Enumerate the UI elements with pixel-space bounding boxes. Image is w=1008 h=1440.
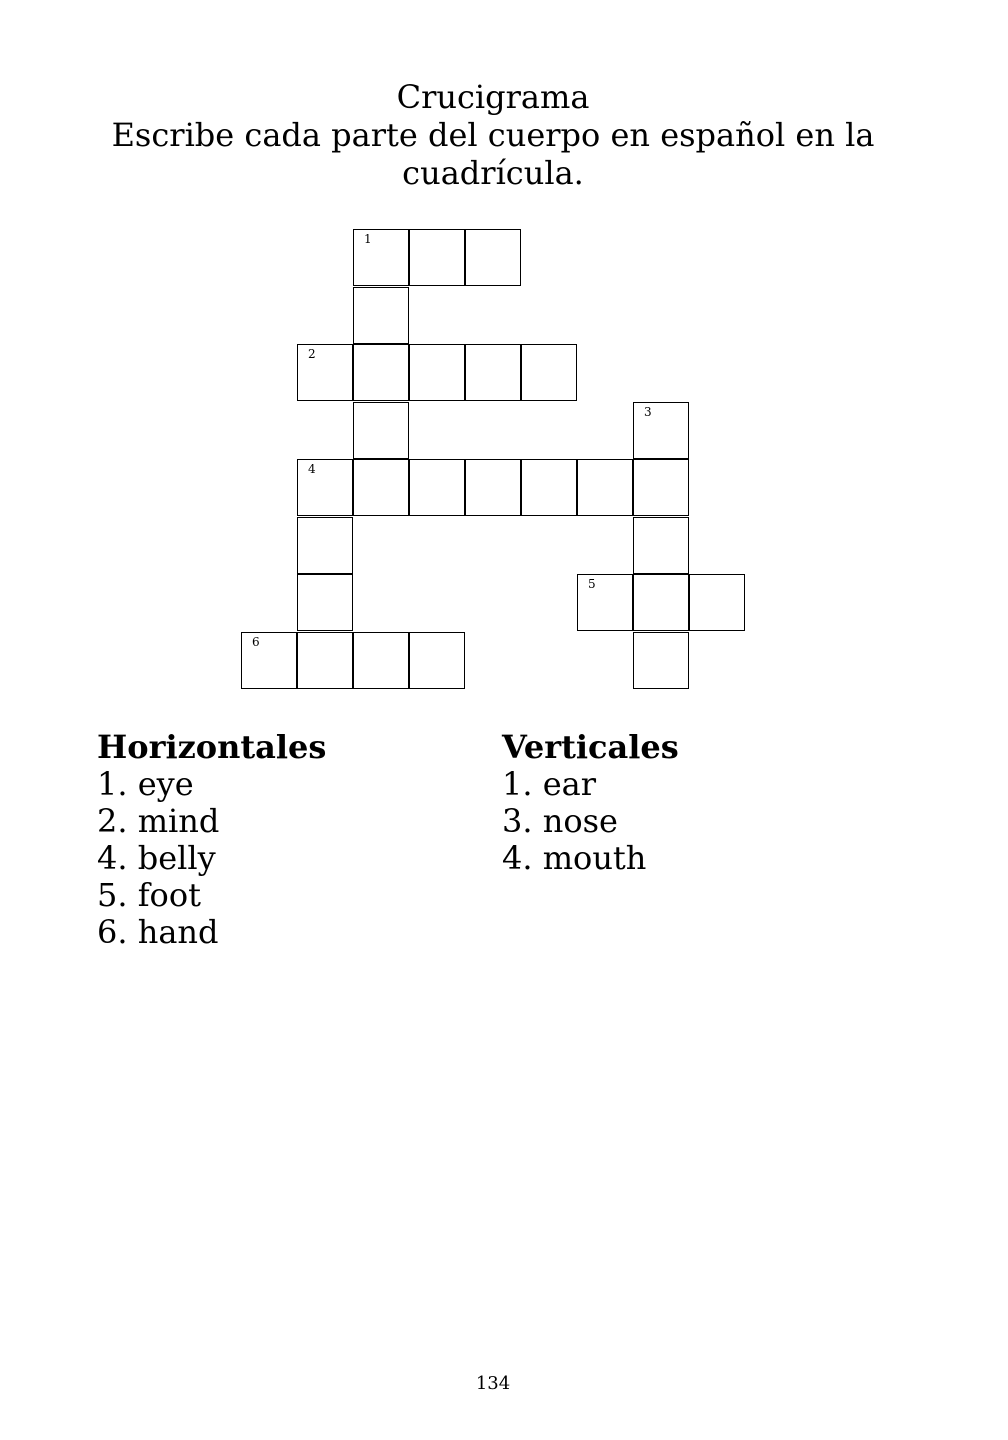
crossword-cell[interactable] <box>297 517 353 574</box>
crossword-cell[interactable] <box>409 459 465 516</box>
crossword-cell[interactable] <box>521 344 577 401</box>
clue-number: 2 <box>308 347 316 361</box>
crossword-cell[interactable] <box>633 459 689 516</box>
crossword-cell[interactable] <box>577 574 633 631</box>
across-clue: 5. foot <box>97 876 201 914</box>
crossword-cell[interactable] <box>297 574 353 631</box>
across-heading: Horizontales <box>97 728 327 766</box>
crossword-cell[interactable] <box>577 459 633 516</box>
across-clues <box>97 728 326 951</box>
crossword-cell[interactable] <box>633 574 689 631</box>
down-clue: 3. nose <box>502 802 618 840</box>
clue-number: 1 <box>364 232 372 246</box>
across-clue: 2. mind <box>97 802 220 840</box>
clue-number: 3 <box>644 404 652 419</box>
crossword-cell[interactable] <box>689 574 745 631</box>
across-clue: 6. hand <box>97 913 219 951</box>
down-clues <box>502 728 679 877</box>
crossword-cell[interactable] <box>521 459 577 516</box>
crossword-cell[interactable] <box>353 632 409 689</box>
crossword-cell[interactable] <box>353 287 409 344</box>
crossword-cell[interactable] <box>465 344 521 401</box>
crossword-cell[interactable] <box>633 402 689 459</box>
crossword-cell[interactable] <box>409 632 465 689</box>
crossword-cell[interactable] <box>297 632 353 689</box>
instructions-line-2: cuadrícula. <box>402 154 584 192</box>
crossword-cell[interactable] <box>465 459 521 516</box>
across-clue: 1. eye <box>97 765 194 803</box>
crossword-cell[interactable] <box>241 632 297 689</box>
crossword-cell[interactable] <box>353 229 409 286</box>
crossword-cell[interactable] <box>465 229 521 286</box>
crossword-cell[interactable] <box>353 459 409 516</box>
down-clue: 4. mouth <box>502 839 647 877</box>
crossword-cell[interactable] <box>297 344 353 401</box>
across-clue: 4. belly <box>97 839 216 877</box>
crossword-cell[interactable] <box>353 344 409 401</box>
clue-number: 4 <box>308 462 316 476</box>
crossword-cell[interactable] <box>633 517 689 574</box>
instructions-line-1: Escribe cada parte del cuerpo en español en la <box>111 116 875 154</box>
down-clue: 1. ear <box>502 765 597 803</box>
crossword-cell[interactable] <box>409 344 465 401</box>
down-heading: Verticales <box>502 728 679 766</box>
clue-number: 6 <box>252 634 260 649</box>
crossword-cell[interactable] <box>633 632 689 689</box>
page-number: 134 <box>475 1373 511 1394</box>
crossword-cell[interactable] <box>409 229 465 286</box>
page-title: Crucigrama <box>396 78 590 116</box>
clue-number: 5 <box>588 577 596 591</box>
crossword-cell[interactable] <box>353 402 409 459</box>
crossword-cell[interactable] <box>297 459 353 516</box>
